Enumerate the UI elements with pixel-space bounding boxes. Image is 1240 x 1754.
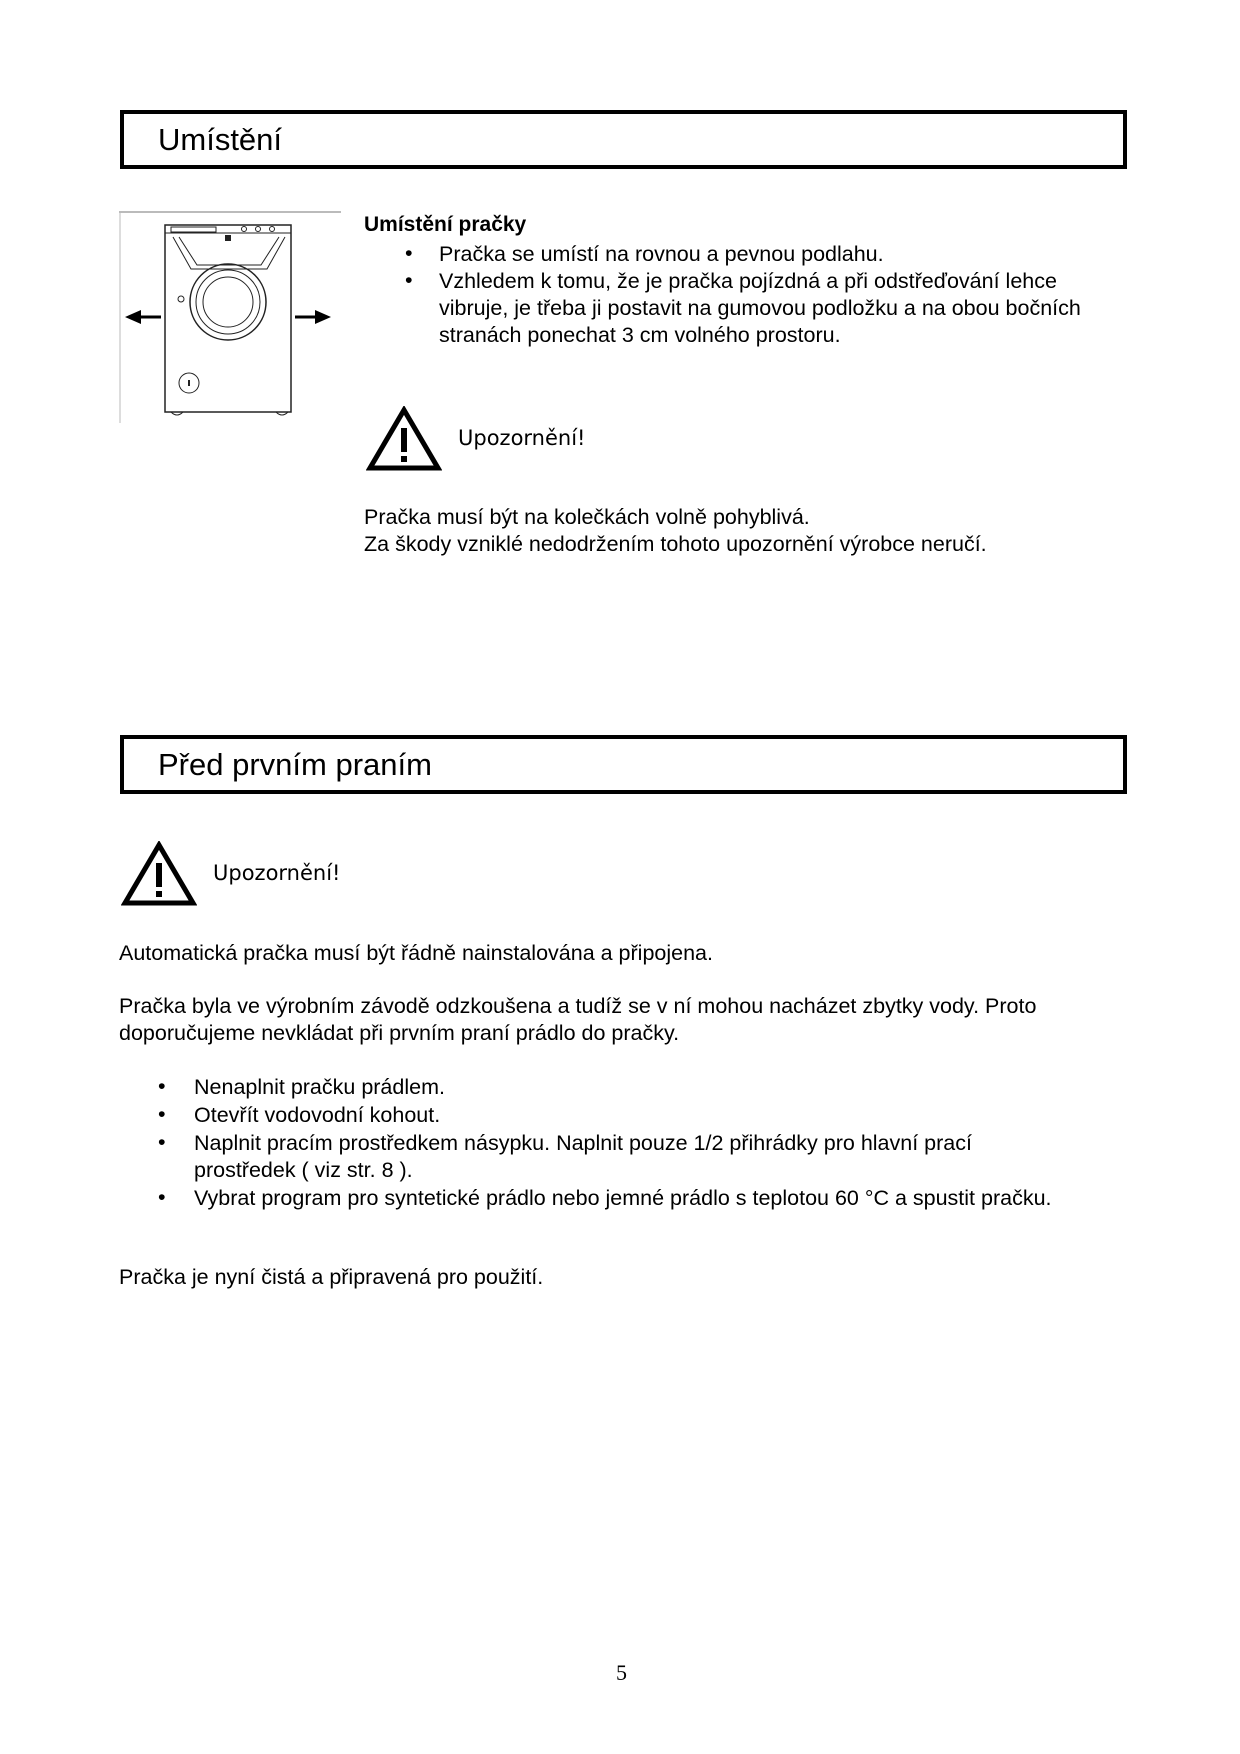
paragraph: Pračka byla ve výrobním závodě odzkoušena a tudíž se v ní mohou nacházet zbytky vody. Proto (119, 994, 1037, 1018)
paragraph: Automatická pračka musí být řádně nainstalována a připojena. (119, 941, 713, 965)
warning-text: Pračka musí být na kolečkách volně pohyblivá. (364, 505, 810, 529)
closing-text: Pračka je nyní čistá a připravená pro použití. (119, 1265, 544, 1289)
washing-machine-illustration (119, 211, 341, 423)
paragraph: doporučujeme nevkládat při prvním praní prádlo do pračky. (119, 1021, 680, 1045)
section-header-placement (120, 110, 1127, 169)
page-number: 5 (616, 1660, 627, 1685)
warning-triangle-icon (121, 841, 197, 907)
warning-text: Za škody vzniklé nedodržením tohoto upozornění výrobce neručí. (364, 532, 987, 556)
section-header-before-first-wash (120, 735, 1127, 794)
arrow-right-icon (295, 310, 331, 324)
section-title: Umístění (158, 122, 283, 157)
section-title: Před prvním praním (158, 747, 432, 782)
arrow-left-icon (125, 310, 161, 324)
warning-triangle-icon (366, 406, 442, 472)
warning-label: Upozornění! (213, 861, 341, 885)
warning-label: Upozornění! (458, 426, 586, 450)
subheading: Umístění pračky (364, 213, 527, 236)
